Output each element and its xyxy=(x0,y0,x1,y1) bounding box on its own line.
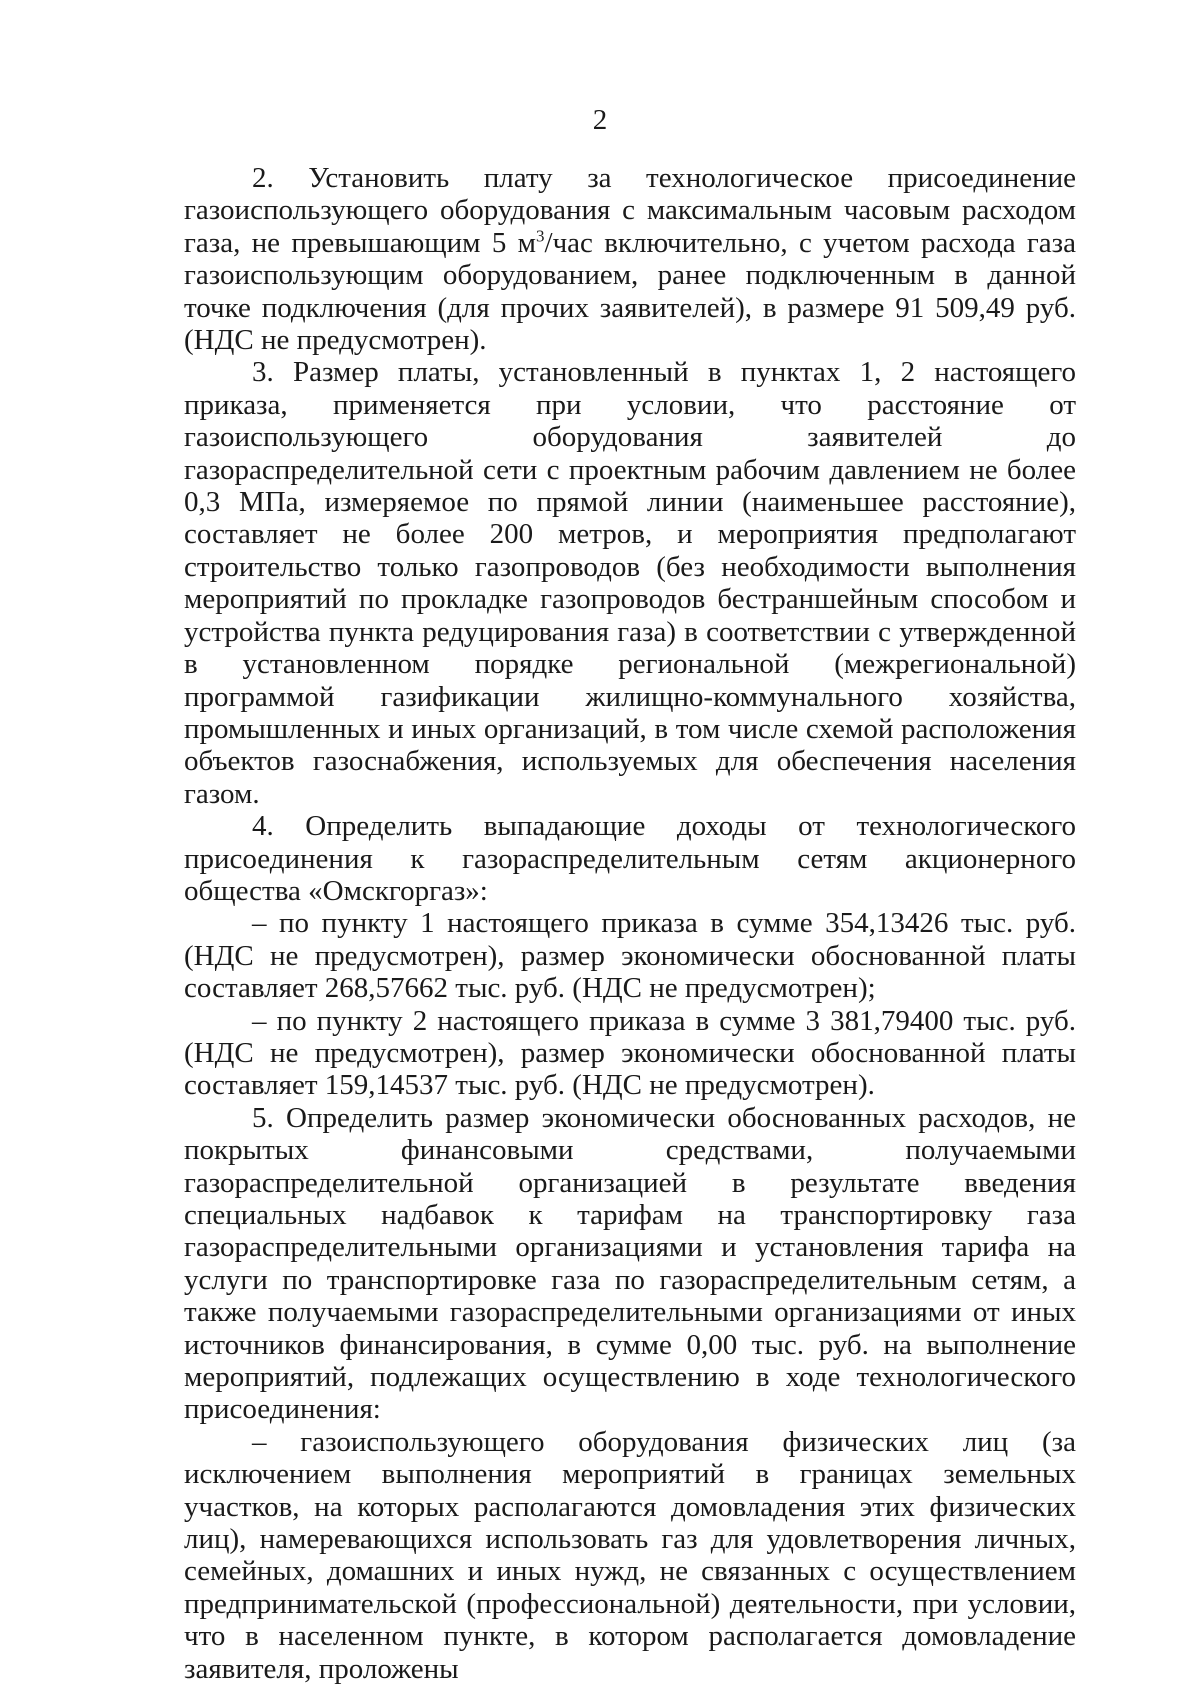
paragraph-5-item-1: – газоиспользующего оборудования физических лиц (за исключением выполнения мероприятий в границах земельных участков, на которых располагаются домовладения этих физических лиц), намеревающихся использовать газ для удовлетворения личных, семейных, домашних и иных нужд, не связанных с осуществлением предпринимательской (профессиональной) деятельности, при условии, что в населенном пункте, в котором располагается домовладение заявителя, проложены xyxy=(184,1425,1076,1685)
paragraph-4-item-2: – по пункту 2 настоящего приказа в сумме 3 381,79400 тыс. руб. (НДС не предусмотрен), размер экономически обоснованной платы составляет 159,14537 тыс. руб. (НДС не предусмотрен). xyxy=(184,1004,1076,1102)
paragraph-2 xyxy=(184,162,1076,356)
page-number: 2 xyxy=(592,104,608,136)
paragraph-4: 4. Определить выпадающие доходы от технологического присоединения к газораспределительным сетям акционерного общества «Омскгоргаз»: xyxy=(184,810,1076,907)
document-body xyxy=(184,162,1076,1685)
paragraph-3: 3. Размер платы, установленный в пунктах 1, 2 настоящего приказа, применяется при условии, что расстояние от газоиспользующего оборудования заявителей до газораспределительной сети с проектным рабочим давлением не более 0,3 МПа, измеряемое по прямой линии (наименьшее расстояние), составляет не более 200 метров, и мероприятия предполагают строительство только газопроводов (без необходимости выполнения мероприятий по прокладке газопроводов бестраншейным способом и устройства пункта редуцирования газа) в соответствии с утвержденной в установленном порядке региональной (межрегиональной) программой газификации жилищно-коммунального хозяйства, промышленных и иных организаций, в том числе схемой расположения объектов газоснабжения, используемых для обеспечения населения газом. xyxy=(184,356,1076,810)
superscript-cubic: 3 xyxy=(536,226,545,246)
paragraph-4-item-1: – по пункту 1 настоящего приказа в сумме 354,13426 тыс. руб. (НДС не предусмотрен), размер экономически обоснованной платы составляет 268,57662 тыс. руб. (НДС не предусмотрен); xyxy=(184,907,1076,1005)
paragraph-2-text: 2. Установить плату за технологическое присоединение газоиспользующего оборудования с максимальным часовым расходом газа, не превышающим 5 м xyxy=(184,162,1076,259)
paragraph-5: 5. Определить размер экономически обоснованных расходов, не покрытых финансовыми средствами, получаемыми газораспределительной организацией в результате введения специальных надбавок к тарифам на транспортировку газа газораспределительными организациями и установления тарифа на услуги по транспортировке газа по газораспределительным сетям, а также получаемыми газораспределительными организациями от иных источников финансирования, в сумме 0,00 тыс. руб. на выполнение мероприятий, подлежащих осуществлению в ходе технологического присоединения: xyxy=(184,1101,1076,1426)
paragraph-2-tail: /час включительно, с учетом расхода газа газоиспользующим оборудованием, ранее подключенным в данной точке подключения (для прочих заявителей), в размере 91 509,49 руб. (НДС не предусмотрен). xyxy=(184,226,1076,357)
